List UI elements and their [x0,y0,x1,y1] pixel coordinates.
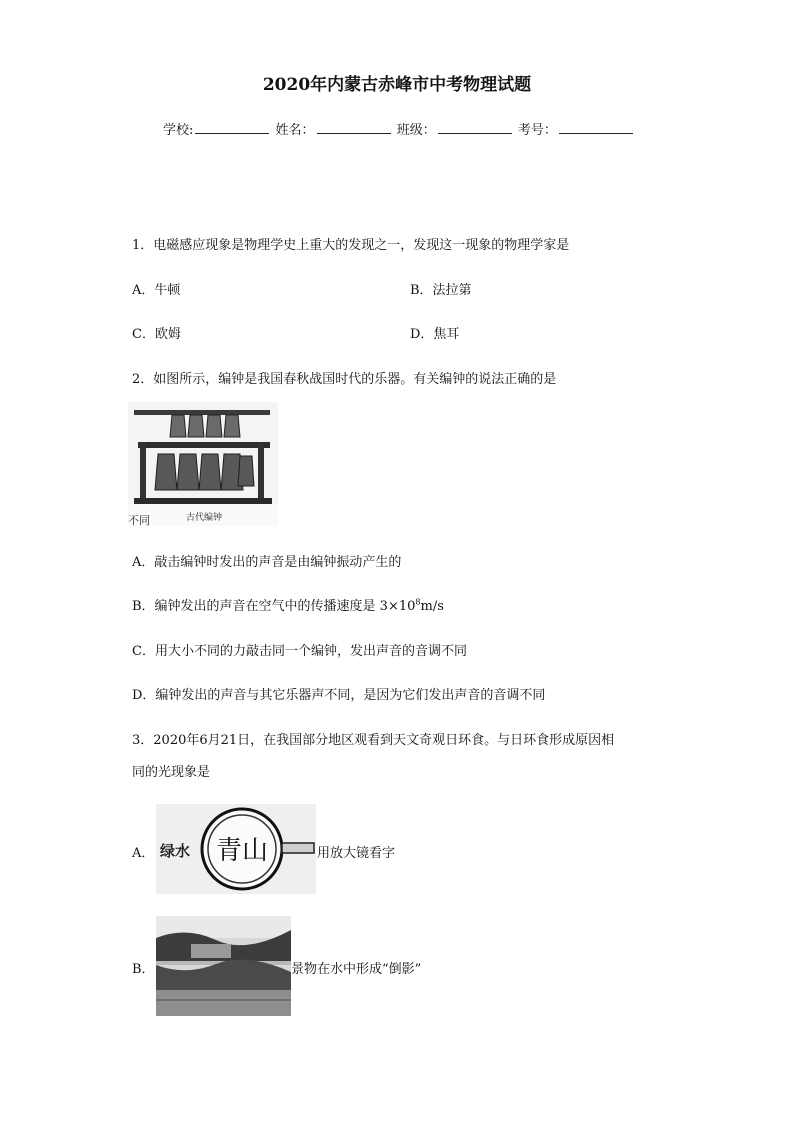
figure-caption: 古代编钟 [186,513,223,523]
school-blank [195,121,269,134]
q3-stem-line1: 3．2020年6月21日，在我国部分地区观看到天文奇观日环食。与日环食形成原因相 [132,733,615,748]
q3-option-a-figure [156,804,316,894]
number-label: 考号： [517,123,557,138]
class-blank [438,121,512,134]
q2-option-b-unit: m/s [420,599,444,614]
q3-option-b-text: 景物在水中形成“倒影” [291,962,422,977]
class-label: 班级： [396,123,436,138]
magnifier-lens-text: 青山 [215,836,269,866]
number-blank [559,121,633,134]
q2-stem: 2．如图所示，编钟是我国春秋战国时代的乐器。有关编钟的说法正确的是 [132,372,557,387]
q2-option-d: D．编钟发出的声音与其它乐器声不同，是因为它们发出声音的音调不同 [132,688,546,703]
q3-option-a-label: A． [132,846,155,861]
q1-option-d: D．焦耳 [410,327,460,342]
q1-option-a: A．牛顿 [132,283,181,298]
q3-stem-line2: 同的光现象是 [132,765,211,780]
page-title: 2020年内蒙古赤峰市中考物理试题 [262,75,532,95]
q2-option-b [132,595,444,614]
q2-bianzhong-figure [128,402,278,526]
magnifier-illustration [156,804,316,894]
q3-option-b-label: B． [132,962,155,977]
q1-stem: 1．电磁感应现象是物理学史上重大的发现之一，发现这一现象的物理学家是 [132,238,570,253]
student-info-line [163,119,635,138]
name-blank [317,121,391,134]
q2-option-b-exponent: 8 [415,597,421,607]
q3-option-b-figure [156,916,291,1016]
q2-option-a: A．敲击编钟时发出的声音是由编钟振动产生的 [132,555,402,570]
magnifier-left-text: 绿水 [160,842,191,860]
name-label: 姓名： [275,123,315,138]
figure-side-text: 不同 [128,514,150,526]
reflection-photo [156,916,291,1016]
bianzhong-illustration [128,402,278,526]
q2-option-c: C．用大小不同的力敲击同一个编钟，发出声音的音调不同 [132,644,467,659]
q2-option-b-text: B．编钟发出的声音在空气中的传播速度是 3×10 [132,599,416,614]
school-label: 学校: [163,123,194,138]
q1-option-c: C．欧姆 [132,327,181,342]
q3-option-a-text: 用放大镜看字 [317,846,396,861]
q1-option-b: B．法拉第 [410,283,472,298]
